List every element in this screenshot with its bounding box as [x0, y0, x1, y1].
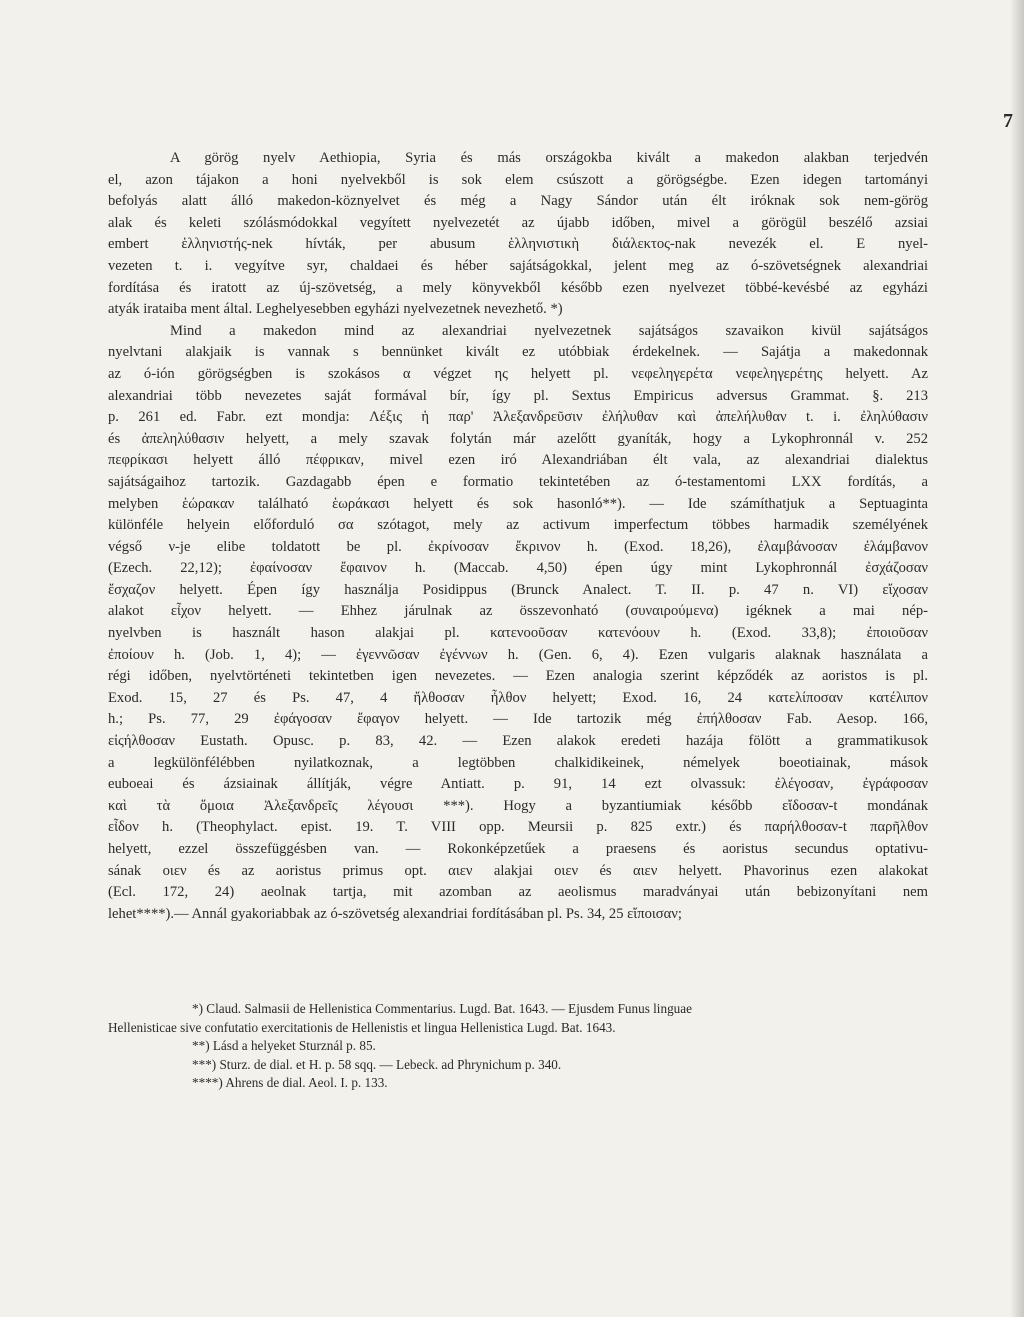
text-line: atyák irataiba ment által. Leghelyesebben egyházi nyelvezetnek nevezhető. *): [108, 301, 563, 318]
text-line: p. 261 ed. Fabr. ezt mondja: Λέξις ἡ παρ' Ἀλεξανδρεῦσιν ἐλήλυθαν καὶ ἀπελήλυθαν t. i. ἐληλύθασιν: [108, 409, 928, 426]
text-line: ἐποίουν h. (Job. 1, 4); — ἐγεννῶσαν ἐγέννων h. (Gen. 6, 4). Ezen vulgaris alaknak használata a: [108, 646, 928, 663]
text-line: az ó-ión görögségben is szokásos α végzet ης helyett pl. νεφεληγερέτα νεφεληγερέτης helyett. Az: [108, 365, 928, 382]
text-line: melyben ἑώρακαν található ἑωράκασι helyett és sok hasonló**). — Ide számíthatjuk a Septuaginta: [108, 495, 928, 512]
text-line: A görög nyelv Aethiopia, Syria és más országokba kivált a makedon alakban terjedvén: [170, 150, 928, 166]
footnote: ****) Ahrens de dial. Aeol. I. p. 133.: [192, 1075, 388, 1091]
text-line: sajátságaihoz tartozik. Gazdagabb épen e formatio tekintetében az ó-testamentomi LXX fordítás, a: [108, 473, 928, 490]
text-line: sának οιεν és az aoristus primus opt. αιεν alakjai οιεν és αιεν helyett. Phavorinus ezen alakokat: [108, 862, 928, 879]
text-line: Exod. 15, 27 és Ps. 47, 4 ἤλθοσαν ἦλθον helyett; Exod. 16, 24 κατελίποσαν κατέλιπον: [108, 689, 928, 706]
text-line: καὶ τὰ ὅμοια Ἀλεξανδρεῖς λέγουσι ***). Hogy a byzantiumiak később εἴδοσαν-t mondának: [108, 797, 928, 814]
text-line: πεφρίκασι helyett álló πέφρικαν, mivel ezen iró Alexandriában élt vala, az alexandriai dialektus: [108, 452, 928, 469]
text-line: εἰςήλθοσαν Eustath. Opusc. p. 83, 42. — Ezen alakok eredeti hazája fölött a grammatikusok: [108, 733, 928, 750]
text-line: (Ezech. 22,12); ἐφαίνοσαν ἔφαινον h. (Maccab. 4,50) épen úgy mint Lykophronnál ἐσχάζοσαν: [108, 560, 928, 577]
text-line: a legkülönfélébben nyilatkoznak, a legtöbben chalkidikeinek, némelyek boeotiainak, mások: [108, 754, 928, 771]
text-line: εἶδον h. (Theophylact. epist. 19. T. VIII opp. Meursii p. 825 extr.) és παρήλθοσαν-t παρῆλθον: [108, 819, 928, 836]
footnotes: [108, 1000, 928, 1093]
text-line: nyelvtani alakjaik is vannak s bennünket kivált ez utóbbiak érdekelnek. — Sajátja a makedonnak: [108, 344, 928, 361]
text-line: fordítása és iratott az új-szövetség, a mely könyvekből később ezen nyelvezet többé-kevésbé az egyházi: [108, 279, 928, 296]
footnote: **) Lásd a helyeket Sturznál p. 85.: [192, 1038, 376, 1054]
text-line: alakot εἶχον helyett. — Ehhez járulnak az összevonható (συναιρούμενα) igéknek a mai nép-: [108, 603, 928, 620]
text-line: és ἀπεληλύθασιν helyett, a mely szavak folytán már azelőtt gyaníták, hogy a Lykophronnál v. 252: [108, 430, 928, 447]
text-line: alexandriai több nevezetes saját formával bír, így pl. Sextus Empiricus adversus Grammat. §. 213: [108, 387, 928, 404]
footnote: ***) Sturz. de dial. et H. p. 58 sqq. — Lebeck. ad Phrynichum p. 340.: [192, 1056, 562, 1072]
text-line: alak és keleti szólásmódokkal vegyített nyelvezetét az újabb időben, mivel a görögül beszélő azsiai: [108, 214, 928, 231]
text-line: embert ἑλληνιστής-nek hívták, per abusum ἑλληνιστικὴ διάλεκτος-nak nevezék el. E nyel-: [108, 236, 928, 253]
body-text: [108, 148, 928, 925]
text-line: h.; Ps. 77, 29 ἐφάγοσαν ἔφαγον helyett. — Ide tartozik még ἐπήλθοσαν Fab. Aesop. 166,: [108, 711, 928, 728]
text-line: lehet****).— Annál gyakoriabbak az ó-szövetség alexandriai fordításában pl. Ps. 34, 25 εἴποισαν;: [108, 905, 682, 922]
text-line: euboeai és ázsiainak állítják, végre Antiatt. p. 91, 14 ezt olvassuk: ἐλέγοσαν, ἐγράφοσαν: [108, 776, 928, 793]
text-line: különféle helyein előforduló σα szótagot, mely az activum imperfectum többes harmadik személyének: [108, 517, 928, 534]
footnote: Hellenisticae sive confutatio exercitationis de Hellenistis et lingua Hellenistica Lugd. Bat. 1643.: [108, 1019, 616, 1035]
text-line: (Ecl. 172, 24) aeolnak tartja, mit azomban az aeolismus maradványai után bebizonyítani nem: [108, 884, 928, 901]
text-line: nyelvben is használt hason alakjai pl. κατενοοῦσαν κατενόουν h. (Exod. 33,8); ἐποιοῦσαν: [108, 625, 928, 642]
text-line: végső ν-je elibe toldatott be pl. ἐκρίνοσαν ἔκρινον h. (Exod. 18,26), ἐλαμβάνοσαν ἐλάμβανον: [108, 538, 928, 555]
text-line: el, azon tájakon a honi nyelvekből is sok elem csúszott a görögségbe. Ezen idegen tartományi: [108, 171, 928, 188]
footnote: *) Claud. Salmasii de Hellenistica Commentarius. Lugd. Bat. 1643. — Ejusdem Funus linguae: [192, 1001, 692, 1016]
text-line: régi időben, nyelvtörténeti tekintetben igen nevezetes. — Ezen analogia szerint képződék az aoristos is pl.: [108, 668, 928, 685]
text-line: ἔσχαζον helyett. Épen így használja Posidippus (Brunck Analect. T. II. p. 47 n. VI) εἴχοσαν: [108, 581, 928, 598]
text-line: vezeten t. i. vegyítve syr, chaldaei és héber sajátságokkal, jelent meg az ó-szövetségnek alexandriai: [108, 257, 928, 274]
text-line: befolyás alatt álló makedon-köznyelvet és még a Nagy Sándor után élt iróknak sok nem-görög: [108, 193, 928, 210]
page-edge-shadow: [1010, 0, 1024, 1317]
page-number: 7: [1003, 110, 1013, 132]
text-line: helyett, ezzel összefüggésben van. — Rokonképzetűek a praesens és aoristus secundus optativu-: [108, 841, 928, 857]
text-line: Mind a makedon mind az alexandriai nyelvezetnek sajátságos szavaikon kivül sajátságos: [170, 322, 928, 339]
